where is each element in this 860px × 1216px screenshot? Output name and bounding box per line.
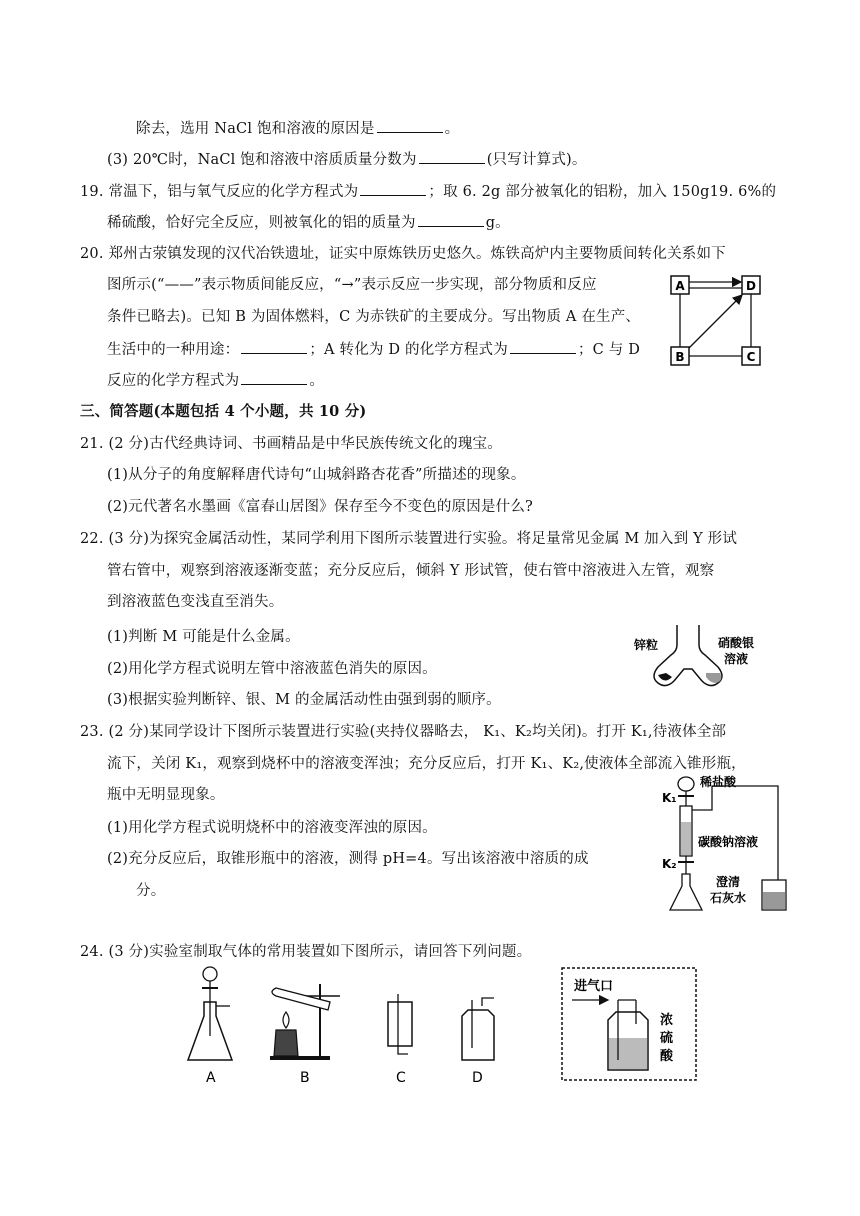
line-q20a: 20. 郑州古荥镇发现的汉代冶铁遗址，证实中原炼铁历史悠久。炼铁高炉内主要物质间转化关系如下	[80, 246, 726, 262]
limewater-label-2: 石灰水	[710, 891, 747, 905]
label-c: C	[396, 1070, 406, 1086]
q20-diagram	[668, 272, 772, 372]
answer-blank[interactable]	[241, 370, 307, 385]
node-b: B	[675, 350, 685, 364]
line-q22c: 到溶液蓝色变浅直至消失。	[107, 594, 284, 610]
label-b: B	[300, 1070, 310, 1086]
line-q22-2: (2)用化学方程式说明左管中溶液蓝色消失的原因。	[107, 661, 437, 677]
silver-nitrate-solution	[706, 673, 721, 683]
line-q22a: 22. (3 分)为探究金属活动性，某同学利用下图所示装置进行实验。将足量常见金属 M 加入到 Y 形试	[80, 531, 738, 547]
text: ；C 与 D	[577, 342, 641, 358]
line-q23-2b: 分。	[136, 883, 166, 899]
inlet-label: 进气口	[574, 979, 614, 994]
line-q22-1: (1)判断 M 可能是什么金属。	[107, 629, 300, 645]
text: ；取 6. 2g 部分被氧化的铝粉，加入 150g19. 6%的	[428, 184, 777, 200]
text: (只写计算式)。	[486, 152, 587, 168]
text: g。	[485, 215, 510, 231]
apparatus-b-flame	[283, 1012, 289, 1028]
line-nacl-reason	[136, 118, 459, 139]
text: (3) 20℃时，NaCl 饱和溶液中溶质质量分数为	[107, 152, 417, 168]
answer-blank[interactable]	[377, 118, 443, 133]
line-q23a: 23. (2 分)某同学设计下图所示装置进行实验(夹持仪器略去， K₁、K₂均关闭)。打开 K₁,待液体全部	[80, 724, 727, 740]
line-q19a	[80, 181, 776, 202]
silver-nitrate-label-2: 溶液	[724, 652, 749, 666]
line-q24: 24. (3 分)实验室制取气体的常用装置如下图所示，请回答下列问题。	[80, 944, 532, 960]
text: 稀硫酸，恰好完全反应，则被氧化的铝的质量为	[107, 215, 416, 231]
node-d: D	[746, 279, 756, 293]
line-q22-3: (3)根据实验判断锌、银、M 的金属活动性由强到弱的顺序。	[107, 692, 501, 708]
k2-label: K₂	[662, 857, 677, 871]
apparatus-a-funnel	[203, 967, 217, 981]
line-q23-1: (1)用化学方程式说明烧杯中的溶液变浑浊的原因。	[107, 820, 437, 836]
answer-blank[interactable]	[241, 339, 307, 354]
sodium-carbonate-liquid	[681, 822, 691, 855]
line-q20b: 图所示(“——”表示物质间能反应，“→”表示反应一步实现，部分物质和反应	[107, 277, 597, 293]
apparatus-c-bottle	[388, 1002, 412, 1046]
q22-y-tube-figure	[634, 623, 764, 691]
silver-nitrate-label-1: 硝酸银	[718, 636, 755, 650]
apparatus-b-test-tube	[272, 988, 330, 1010]
limewater-label-1: 澄清	[716, 875, 741, 889]
q23-apparatus-figure	[660, 774, 790, 916]
k1-label: K₁	[662, 791, 677, 805]
carbonate-label: 碳酸钠溶液	[698, 835, 759, 849]
acid-label-3: 酸	[660, 1049, 674, 1064]
line-q20d	[107, 339, 640, 360]
text: ；A 转化为 D 的化学方程式为	[309, 342, 508, 358]
line-q23-2: (2)充分反应后，取锥形瓶中的溶液，测得 pH=4。写出该溶液中溶质的成	[107, 851, 589, 867]
line-q20e	[107, 370, 324, 391]
text: 19. 常温下，铝与氧气反应的化学方程式为	[80, 184, 359, 200]
answer-blank[interactable]	[360, 181, 426, 196]
line-q21: 21. (2 分)古代经典诗词、书画精品是中华民族传统文化的瑰宝。	[80, 436, 502, 452]
zinc-granules	[658, 673, 672, 681]
zinc-label: 锌粒	[634, 638, 659, 652]
text: 除去，选用 NaCl 饱和溶液的原因是	[136, 121, 375, 137]
answer-blank[interactable]	[510, 339, 576, 354]
text: 。	[309, 373, 325, 389]
apparatus-d-bottle	[462, 1010, 494, 1060]
acid-label: 稀盐酸	[700, 775, 737, 789]
funnel-bulb	[678, 777, 694, 791]
label-d: D	[472, 1070, 483, 1086]
answer-blank[interactable]	[419, 149, 485, 164]
line-q22b: 管右管中，观察到溶液逐渐变蓝；充分反应后，倾斜 Y 形试管，使右管中溶液进入左管，观察	[107, 563, 715, 579]
acid-label-1: 浓	[660, 1013, 674, 1028]
limewater	[763, 892, 785, 909]
line-q21-2: (2)元代著名水墨画《富春山居图》保存至今不变色的原因是什么?	[107, 499, 534, 515]
node-c: C	[746, 350, 756, 364]
line-q21-1: (1)从分子的角度解释唐代诗句“山城斜路杏花香”所描述的现象。	[107, 467, 526, 483]
acid-label-2: 硫	[660, 1031, 674, 1046]
line-q23b: 流下，关闭 K₁，观察到烧杯中的溶液变浑浊；充分反应后，打开 K₁、K₂,使液体全部流入锥形瓶，	[107, 756, 746, 772]
text: 反应的化学方程式为	[107, 373, 240, 389]
line-q19b	[107, 212, 510, 233]
conical-flask	[670, 874, 702, 910]
text: 生活中的一种用途：	[107, 342, 240, 358]
answer-blank[interactable]	[418, 212, 484, 227]
line-q18-3	[107, 149, 587, 170]
q24-apparatus-figure	[180, 964, 700, 1092]
line-q23c: 瓶中无明显现象。	[107, 787, 225, 803]
label-a: A	[206, 1070, 216, 1086]
text: 。	[444, 121, 460, 137]
line-q20c: 条件已略去)。已知 B 为固体燃料，C 为赤铁矿的主要成分。写出物质 A 在生产、	[107, 309, 641, 325]
section-heading-3: 三、简答题(本题包括 4 个小题，共 10 分)	[80, 403, 367, 420]
arrow-b-to-d	[689, 295, 742, 348]
node-a: A	[675, 279, 685, 293]
sulfuric-acid	[609, 1038, 647, 1069]
apparatus-b-lamp	[274, 1030, 298, 1056]
